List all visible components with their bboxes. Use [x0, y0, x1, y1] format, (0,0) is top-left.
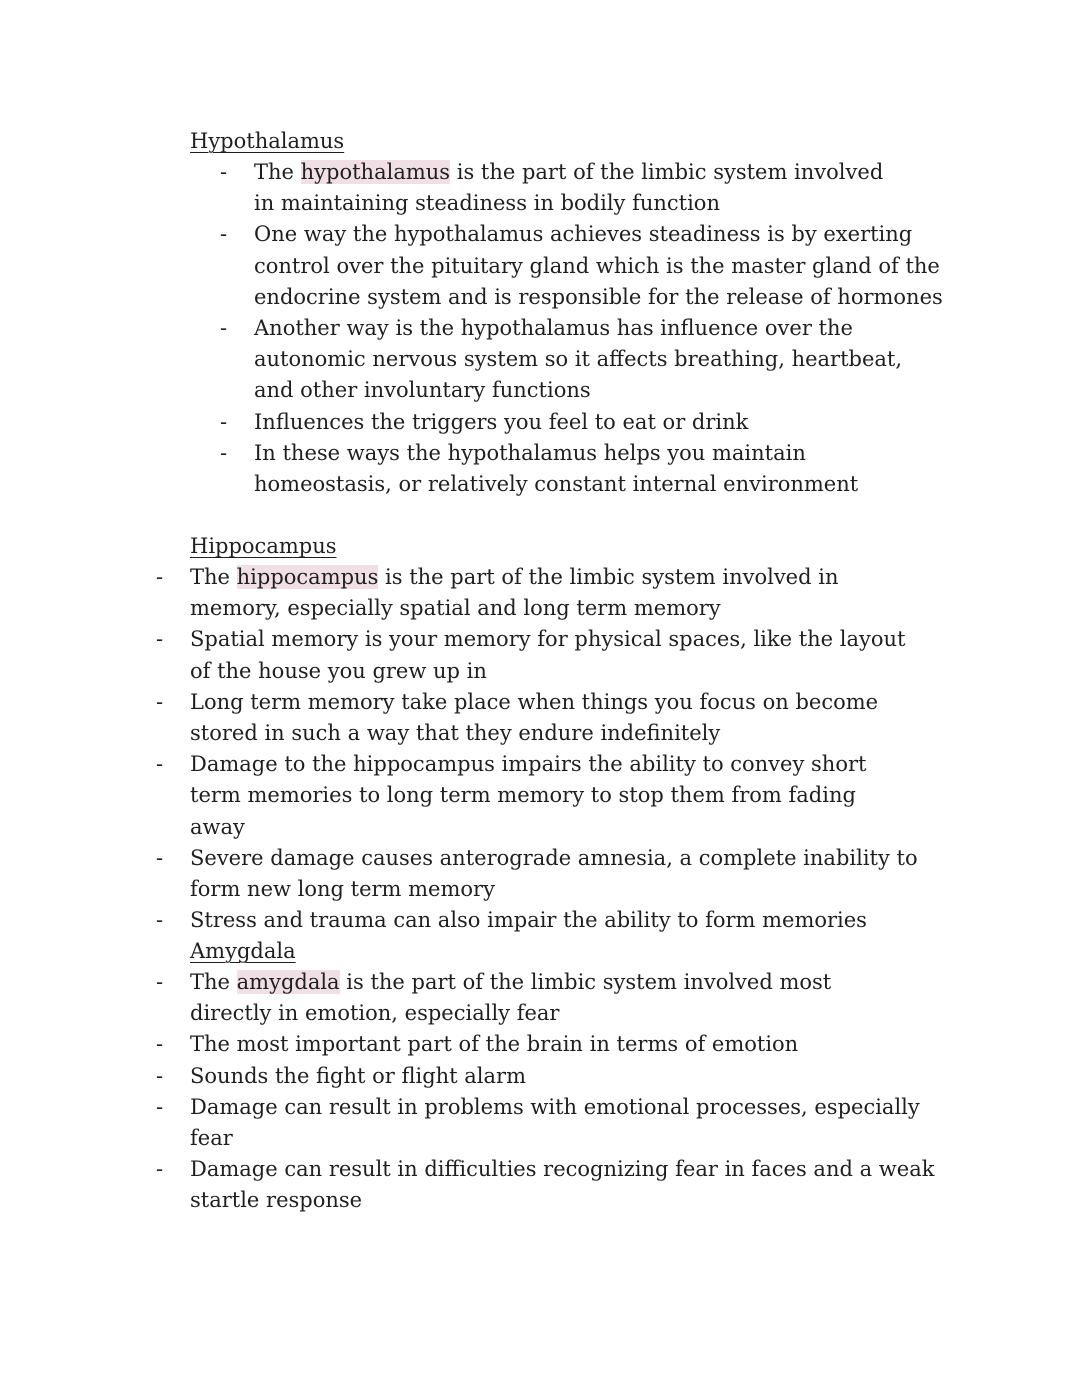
dash-bullet: - — [156, 627, 164, 652]
bullet-item: - Damage can result in difficulties recognizing fear in faces and a weak startle response — [190, 1154, 950, 1216]
highlighted-term: amygdala — [236, 970, 340, 994]
bullet-item: - The hippocampus is the part of the limbic system involved in memory, especially spatial and long term memory — [190, 562, 895, 624]
section-heading: Amygdala — [190, 939, 296, 963]
dash-bullet: - — [156, 689, 164, 714]
bullet-item: - Severe damage causes anterograde amnesia, a complete inability to form new long term memory — [190, 843, 965, 905]
dash-bullet: - — [220, 316, 228, 341]
section-heading: Hypothalamus — [190, 129, 345, 153]
dash-bullet: - — [156, 1157, 164, 1182]
dash-bullet: - — [220, 440, 228, 465]
bullet-item: - The most important part of the brain in terms of emotion — [190, 1029, 965, 1060]
dash-bullet: - — [156, 752, 164, 777]
section-hypothalamus — [190, 126, 950, 500]
bullet-item: - The amygdala is the part of the limbic system involved most directly in emotion, especially fear — [190, 967, 895, 1029]
dash-bullet: - — [156, 1032, 164, 1057]
highlighted-term: hippocampus — [236, 565, 379, 589]
bullet-item: - In these ways the hypothalamus helps you maintain homeostasis, or relatively constant internal environment — [254, 438, 934, 500]
bullet-item: - Long term memory take place when things you focus on become stored in such a way that they endure indefinitely — [190, 687, 930, 749]
dash-bullet: - — [156, 908, 164, 933]
dash-bullet: - — [156, 970, 164, 994]
section-heading: Hippocampus — [190, 534, 337, 558]
section-hippocampus — [156, 531, 970, 936]
dash-bullet: - — [220, 222, 228, 247]
bullet-item: - Stress and trauma can also impair the ability to form memories — [190, 905, 965, 936]
bullet-item: - The hypothalamus is the part of the limbic system involved in maintaining steadiness in bodily function — [254, 157, 894, 219]
bullet-item: - Sounds the fight or flight alarm — [190, 1061, 965, 1092]
dash-bullet: - — [220, 409, 228, 434]
dash-bullet: - — [156, 845, 164, 870]
section-amygdala — [156, 936, 970, 1217]
highlighted-term: hypothalamus — [300, 160, 451, 184]
dash-bullet: - — [156, 1063, 164, 1088]
dash-bullet: - — [156, 565, 164, 589]
bullet-item: - Another way is the hypothalamus has influence over the autonomic nervous system so it affects breathing, heartbeat, and other involuntary functions — [254, 313, 934, 407]
bullet-item: - Damage to the hippocampus impairs the ability to convey short term memories to long term memory to stop them from fading away — [190, 749, 890, 843]
bullet-item: - Influences the triggers you feel to eat or drink — [254, 407, 934, 438]
bullet-item: - Spatial memory is your memory for physical spaces, like the layout of the house you grew up in — [190, 624, 920, 686]
bullet-item: - One way the hypothalamus achieves steadiness is by exerting control over the pituitary gland which is the master gland of the endocrine system and is responsible for the release of hormones — [254, 219, 944, 313]
dash-bullet: - — [220, 160, 228, 184]
dash-bullet: - — [156, 1094, 164, 1119]
bullet-item: - Damage can result in problems with emotional processes, especially fear — [190, 1092, 965, 1154]
